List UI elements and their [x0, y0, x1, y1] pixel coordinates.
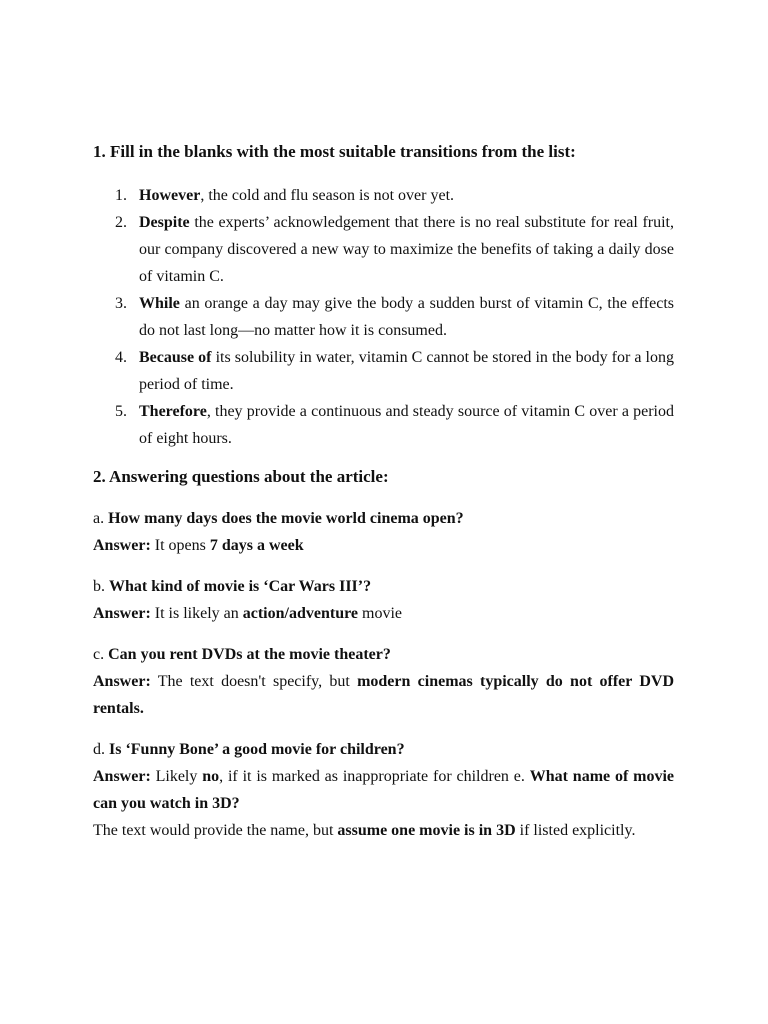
answer-e	[93, 817, 674, 844]
answer-emphasis: action/adventure	[242, 605, 359, 622]
answer-text-end: movie	[358, 605, 403, 622]
answer-c	[93, 668, 674, 722]
answer-text: It is likely an	[150, 605, 243, 622]
question-text: What kind of movie is ‘Car Wars III’?	[109, 578, 372, 595]
list-item	[93, 209, 674, 290]
qa-block-d	[93, 736, 674, 844]
answer-label: Answer:	[93, 605, 151, 622]
answer-b	[93, 600, 674, 627]
question-d	[93, 736, 674, 763]
question-prefix: c.	[93, 646, 109, 663]
question-b	[93, 573, 674, 600]
answer-label: Answer:	[93, 537, 151, 554]
transitions-list	[93, 182, 674, 452]
list-item-text: its solubility in water, vitamin C cannot be stored in the body for a long period of time.	[139, 349, 674, 393]
answer-a	[93, 532, 674, 559]
transition-keyword: Despite	[139, 214, 190, 231]
list-item-number: 2.	[115, 214, 127, 231]
question-text: How many days does the movie world cinema open?	[108, 510, 464, 527]
answer-emphasis: assume one movie is in 3D	[337, 822, 516, 839]
list-item-number: 4.	[115, 349, 127, 366]
list-item-number: 1.	[115, 187, 127, 204]
answer-d	[93, 763, 674, 817]
question-prefix: a.	[93, 510, 109, 527]
list-item-text: the experts’ acknowledgement that there is no real substitute for real fruit, our company discovered a new way to maximize the benefits of taking a daily dose of vitamin C.	[139, 214, 674, 285]
list-item	[93, 290, 674, 344]
question-prefix: b.	[93, 578, 109, 595]
answer-label: Answer:	[93, 673, 151, 690]
answer-emphasis: 7 days a week	[209, 537, 304, 554]
list-item-text: an orange a day may give the body a sudden burst of vitamin C, the effects do not last long—no matter how it is consumed.	[139, 295, 674, 339]
question-c	[93, 641, 674, 668]
answer-label: Answer:	[93, 768, 151, 785]
list-item	[93, 344, 674, 398]
transition-keyword: Therefore	[139, 403, 207, 420]
question-e-text: What name of movie can you watch in 3D?	[93, 768, 675, 812]
question-a	[93, 505, 674, 532]
list-item-number: 3.	[115, 295, 127, 312]
answer-text: The text doesn't specify, but	[150, 673, 358, 690]
transition-keyword: Because of	[139, 349, 212, 366]
list-item-number: 5.	[115, 403, 127, 420]
answer-text: The text would provide the name, but	[93, 822, 338, 839]
section2-heading: 2. Answering questions about the article:	[93, 467, 389, 486]
section1-heading: 1. Fill in the blanks with the most suitable transitions from the list:	[93, 142, 576, 161]
answer-emphasis: no	[202, 768, 220, 785]
qa-block-b	[93, 573, 674, 627]
question-text: Can you rent DVDs at the movie theater?	[108, 646, 391, 663]
answer-text: Likely	[150, 768, 203, 785]
list-item-text: , they provide a continuous and steady source of vitamin C over a period of eight hours.	[139, 403, 674, 447]
answer-text-end: if listed explicitly.	[515, 822, 636, 839]
transition-keyword: However	[139, 187, 201, 204]
question-text: Is ‘Funny Bone’ a good movie for children?	[109, 741, 405, 758]
answer-text-mid: , if it is marked as inappropriate for children e.	[219, 768, 530, 785]
list-item	[93, 182, 674, 209]
qa-block-a	[93, 505, 674, 559]
answer-emphasis: modern cinemas typically do not offer DVD rentals.	[93, 673, 675, 717]
transition-keyword: While	[139, 295, 180, 312]
list-item	[93, 398, 674, 452]
qa-block-c	[93, 641, 674, 722]
answer-text: It opens	[150, 537, 210, 554]
list-item-text: , the cold and flu season is not over yet.	[200, 187, 455, 204]
question-prefix: d.	[93, 741, 109, 758]
